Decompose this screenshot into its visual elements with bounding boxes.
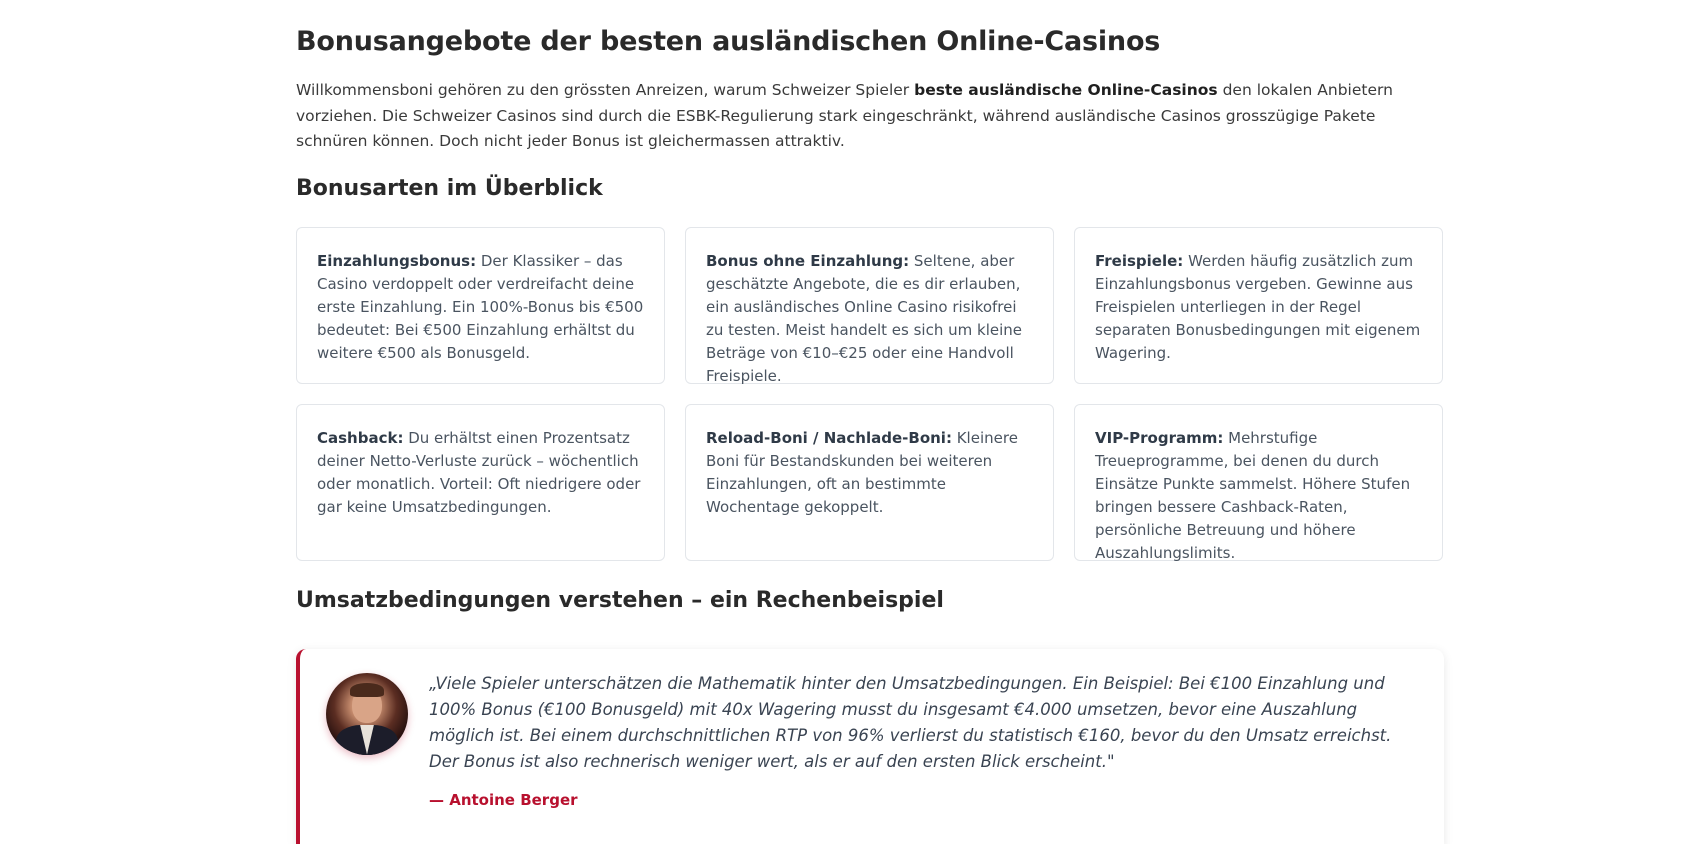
bonus-types-grid <box>296 227 1444 561</box>
article-content <box>296 22 1444 844</box>
bonus-card-term: Freispiele: <box>1095 251 1184 270</box>
bonus-card-vip <box>1074 404 1443 561</box>
quote-text: „Viele Spieler unterschätzen die Mathematik hinter den Umsatzbedingungen. Ein Beispiel: Bei €100 Einzahlung und 100% Bonus (€100 Bonusgeld) mit 40x Wagering musst du insgesamt €4.000 umsetzen, bevor eine Auszahlung möglich ist. Bei einem durchschnittlichen RTP von 96% verlierst du statistisch €160, bevor du den Umsatz erreichst. Der Bonus ist also rechnerisch weniger wert, als er auf den ersten Blick erscheint." <box>429 673 1392 771</box>
bonus-card-text: Der Klassiker – das Casino verdoppelt oder verdreifacht deine erste Einzahlung. Ein 100%-Bonus bis €500 bedeutet: Bei €500 Einzahlung erhältst du weitere €500 als Bonusgeld. <box>317 251 644 362</box>
avatar <box>326 673 408 755</box>
intro-text-end: den lokalen Anbietern vorziehen. Die Schweizer Casinos sind durch die ESBK-Regulierung stark eingeschränkt, während ausländische Casinos grosszügige Pakete schnüren können. Doch nicht jeder Bonus ist gleichermassen attraktiv. <box>296 81 1393 150</box>
bonus-card-no-deposit <box>685 227 1054 384</box>
bonus-card-text: Du erhältst einen Prozentsatz deiner Netto-Verluste zurück – wöchentlich oder monatlich. Vorteil: Oft niedrigere oder gar keine Umsatzbedingungen. <box>317 428 641 516</box>
bonus-card-term: VIP-Programm: <box>1095 428 1224 447</box>
bonus-card-term: Cashback: <box>317 428 404 447</box>
avatar-hair-shape <box>350 683 384 697</box>
bonus-card-term: Reload-Boni / Nachlade-Boni: <box>706 428 952 447</box>
bonus-card-term: Bonus ohne Einzahlung: <box>706 251 910 270</box>
quote-author: — Antoine Berger <box>429 790 578 809</box>
bonus-card-free-spins <box>1074 227 1443 384</box>
bonus-card-reload <box>685 404 1054 561</box>
expert-quote <box>296 649 1444 844</box>
bonus-card-term: Einzahlungsbonus: <box>317 251 477 270</box>
bonus-card-text: Seltene, aber geschätzte Angebote, die es dir erlauben, ein ausländisches Online Casino risikofrei zu testen. Meist handelt es sich um kleine Beträge von €10–€25 oder eine Handvoll Freispiele. <box>706 251 1022 385</box>
bonus-card-cashback <box>296 404 665 561</box>
intro-text-start: Willkommensboni gehören zu den grössten Anreizen, warum Schweizer Spieler <box>296 81 915 99</box>
bonus-types-heading: Bonusarten im Überblick <box>296 175 603 201</box>
intro-paragraph <box>296 78 1436 155</box>
wagering-heading: Umsatzbedingungen verstehen – ein Rechenbeispiel <box>296 587 944 613</box>
page-title: Bonusangebote der besten ausländischen Online-Casinos <box>296 26 1161 57</box>
bonus-card-text: Mehrstufige Treueprogramme, bei denen du durch Einsätze Punkte sammelst. Höhere Stufen bringen bessere Cashback-Raten, persönliche Betreuung und höhere Auszahlungslimits. <box>1095 428 1411 562</box>
bonus-card-text: Werden häufig zusätzlich zum Einzahlungsbonus vergeben. Gewinne aus Freispielen unterliegen in der Regel separaten Bonusbedingungen mit eigenem Wagering. <box>1095 251 1421 362</box>
bonus-card-deposit <box>296 227 665 384</box>
bonus-card-text: Kleinere Boni für Bestandskunden bei weiteren Einzahlungen, oft an bestimmte Wochentage gekoppelt. <box>706 428 1018 516</box>
intro-highlight: beste ausländische Online-Casinos <box>914 81 1218 99</box>
